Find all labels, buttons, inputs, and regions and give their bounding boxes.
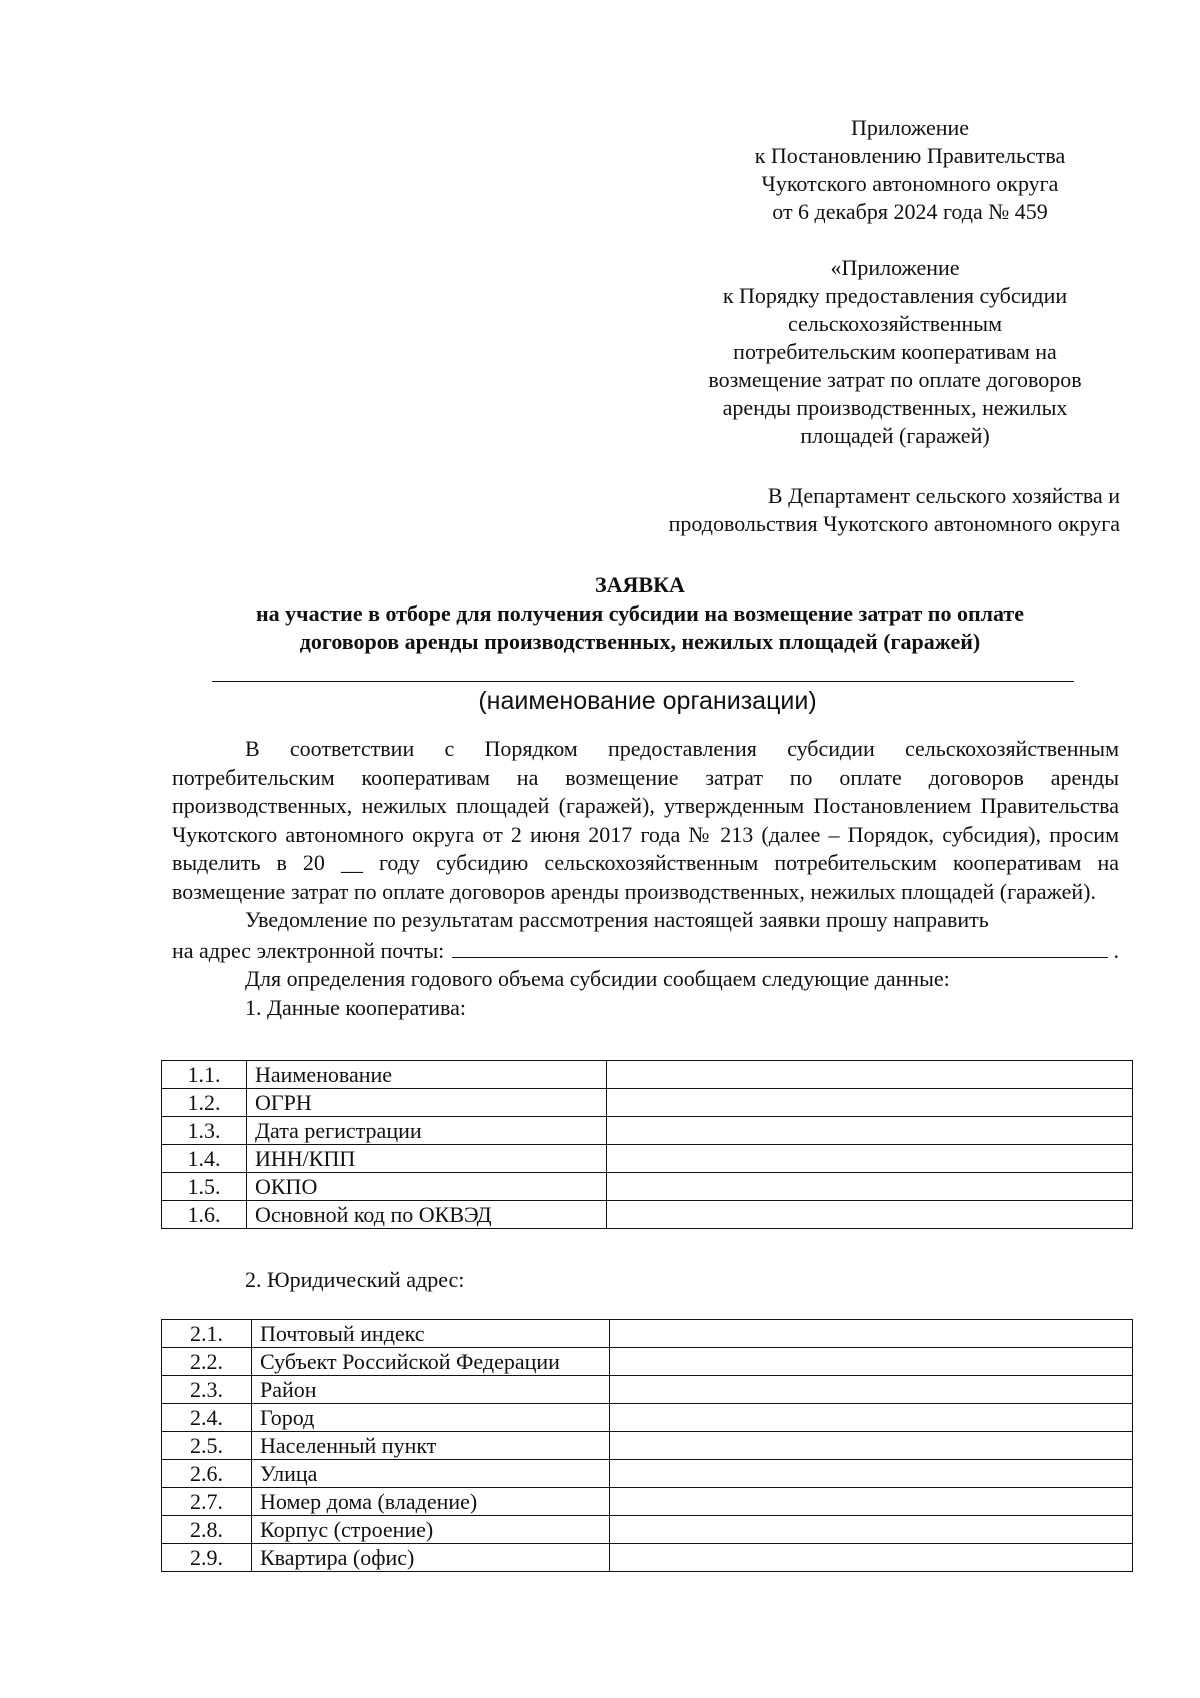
appendix-main-line: к Постановлению Правительства [754, 143, 1066, 168]
row-value-cell[interactable] [607, 1061, 1133, 1089]
row-label: Населенный пункт [252, 1432, 610, 1460]
row-label: Субъект Российской Федерации [252, 1348, 610, 1376]
table-row [162, 1544, 1133, 1572]
appendix-procedure-line: площадей (гаражей) [800, 423, 990, 448]
row-label: Район [252, 1376, 610, 1404]
row-number: 2.4. [162, 1404, 252, 1432]
table-row [162, 1488, 1133, 1516]
body-paragraph: Для определения годового объема субсидии сообщаем следующие данные: [245, 966, 950, 991]
appendix-main-line: Приложение [850, 115, 970, 140]
title-heading: ЗАЯВКА [595, 572, 685, 597]
appendix-main-line: от 6 декабря 2024 года № 459 [772, 199, 1048, 224]
row-label: Квартира (офис) [252, 1544, 610, 1572]
table-row [162, 1404, 1133, 1432]
row-label: Основной код по ОКВЭД [247, 1201, 607, 1229]
recipient-block [500, 482, 1120, 538]
section-title: 2. Юридический адрес: [245, 1267, 465, 1292]
appendix-procedure-header [660, 254, 1130, 450]
row-value-cell[interactable] [607, 1145, 1133, 1173]
recipient-line: продовольствия Чукотского автономного округа [668, 511, 1120, 536]
email-row [172, 935, 1119, 966]
row-value-cell[interactable] [610, 1488, 1133, 1516]
row-number: 1.2. [162, 1089, 247, 1117]
table-row [162, 1376, 1133, 1404]
email-end: . [1113, 937, 1119, 963]
email-field[interactable] [452, 935, 1107, 958]
row-value-cell[interactable] [610, 1376, 1133, 1404]
row-number: 2.3. [162, 1376, 252, 1404]
row-value-cell[interactable] [610, 1320, 1133, 1348]
row-label: Номер дома (владение) [252, 1488, 610, 1516]
row-value-cell[interactable] [610, 1460, 1133, 1488]
title-subline: на участие в отборе для получения субсидии на возмещение затрат по оплате [256, 601, 1024, 626]
row-number: 2.1. [162, 1320, 252, 1348]
document-body [172, 735, 1119, 1022]
organization-caption: (наименование организации) [478, 687, 817, 715]
row-label: ОКПО [247, 1173, 607, 1201]
email-label: на адрес электронной почты: [172, 937, 445, 963]
row-label: Город [252, 1404, 610, 1432]
row-label: ИНН/КПП [247, 1145, 607, 1173]
row-value-cell[interactable] [610, 1432, 1133, 1460]
document-title [80, 570, 1200, 656]
row-number: 2.2. [162, 1348, 252, 1376]
appendix-main-line: Чукотского автономного округа [761, 171, 1059, 196]
table-row [162, 1348, 1133, 1376]
row-number: 1.1. [162, 1061, 247, 1089]
row-number: 2.9. [162, 1544, 252, 1572]
appendix-procedure-line: возмещение затрат по оплате договоров [708, 367, 1082, 392]
appendix-procedure-line: к Порядку предоставления субсидии [722, 283, 1068, 308]
recipient-line: В Департамент сельского хозяйства и [767, 483, 1120, 508]
appendix-main-header [680, 114, 1140, 226]
table-row [162, 1201, 1133, 1229]
row-number: 1.3. [162, 1117, 247, 1145]
row-label: Почтовый индекс [252, 1320, 610, 1348]
row-label: Корпус (строение) [252, 1516, 610, 1544]
row-value-cell[interactable] [610, 1544, 1133, 1572]
row-number: 1.6. [162, 1201, 247, 1229]
table-row [162, 1145, 1133, 1173]
table-row [162, 1173, 1133, 1201]
appendix-procedure-line: потребительским кооперативам на [733, 339, 1057, 364]
row-number: 2.6. [162, 1460, 252, 1488]
row-number: 1.5. [162, 1173, 247, 1201]
table-row [162, 1089, 1133, 1117]
row-value-cell[interactable] [610, 1404, 1133, 1432]
row-label: Улица [252, 1460, 610, 1488]
row-value-cell[interactable] [607, 1117, 1133, 1145]
legal-address-table [161, 1319, 1133, 1572]
row-value-cell[interactable] [610, 1348, 1133, 1376]
row-number: 2.5. [162, 1432, 252, 1460]
row-value-cell[interactable] [607, 1173, 1133, 1201]
row-value-cell[interactable] [607, 1089, 1133, 1117]
row-number: 2.8. [162, 1516, 252, 1544]
table-row [162, 1320, 1133, 1348]
row-label: Наименование [247, 1061, 607, 1089]
table-row [162, 1117, 1133, 1145]
row-value-cell[interactable] [607, 1201, 1133, 1229]
row-value-cell[interactable] [610, 1516, 1133, 1544]
table-row [162, 1460, 1133, 1488]
row-label: Дата регистрации [247, 1117, 607, 1145]
organization-name-field[interactable] [212, 681, 1074, 682]
table-row [162, 1516, 1133, 1544]
body-paragraph: В соответствии с Порядком предоставления субсидии сельскохозяйственным потребительским кооперативам на возмещение затрат по оплате договоров аренды производственных, нежилых площадей (гаражей), утвержденным Постановлением Правительства Чукотского автономного округа от 2 июня 2017 года № 213 (далее – Порядок, субсидия), просим выделить в 20 __ году субсидию сельскохозяйственным потребительским кооперативам на возмещение затрат по оплате договоров аренды производственных, нежилых площадей (гаражей). [172, 736, 1119, 904]
body-paragraph: Уведомление по результатам рассмотрения настоящей заявки прошу направить [245, 907, 989, 932]
appendix-procedure-line: сельскохозяйственным [788, 311, 1002, 336]
table-row [162, 1061, 1133, 1089]
row-label: ОГРН [247, 1089, 607, 1117]
table-row [162, 1432, 1133, 1460]
row-number: 1.4. [162, 1145, 247, 1173]
cooperative-data-table [161, 1060, 1133, 1229]
section-title: 1. Данные кооператива: [245, 994, 467, 1020]
appendix-procedure-line: аренды производственных, нежилых [722, 395, 1068, 420]
title-subline: договоров аренды производственных, нежилых площадей (гаражей) [299, 629, 981, 654]
appendix-procedure-line: «Приложение [830, 255, 960, 280]
row-number: 2.7. [162, 1488, 252, 1516]
